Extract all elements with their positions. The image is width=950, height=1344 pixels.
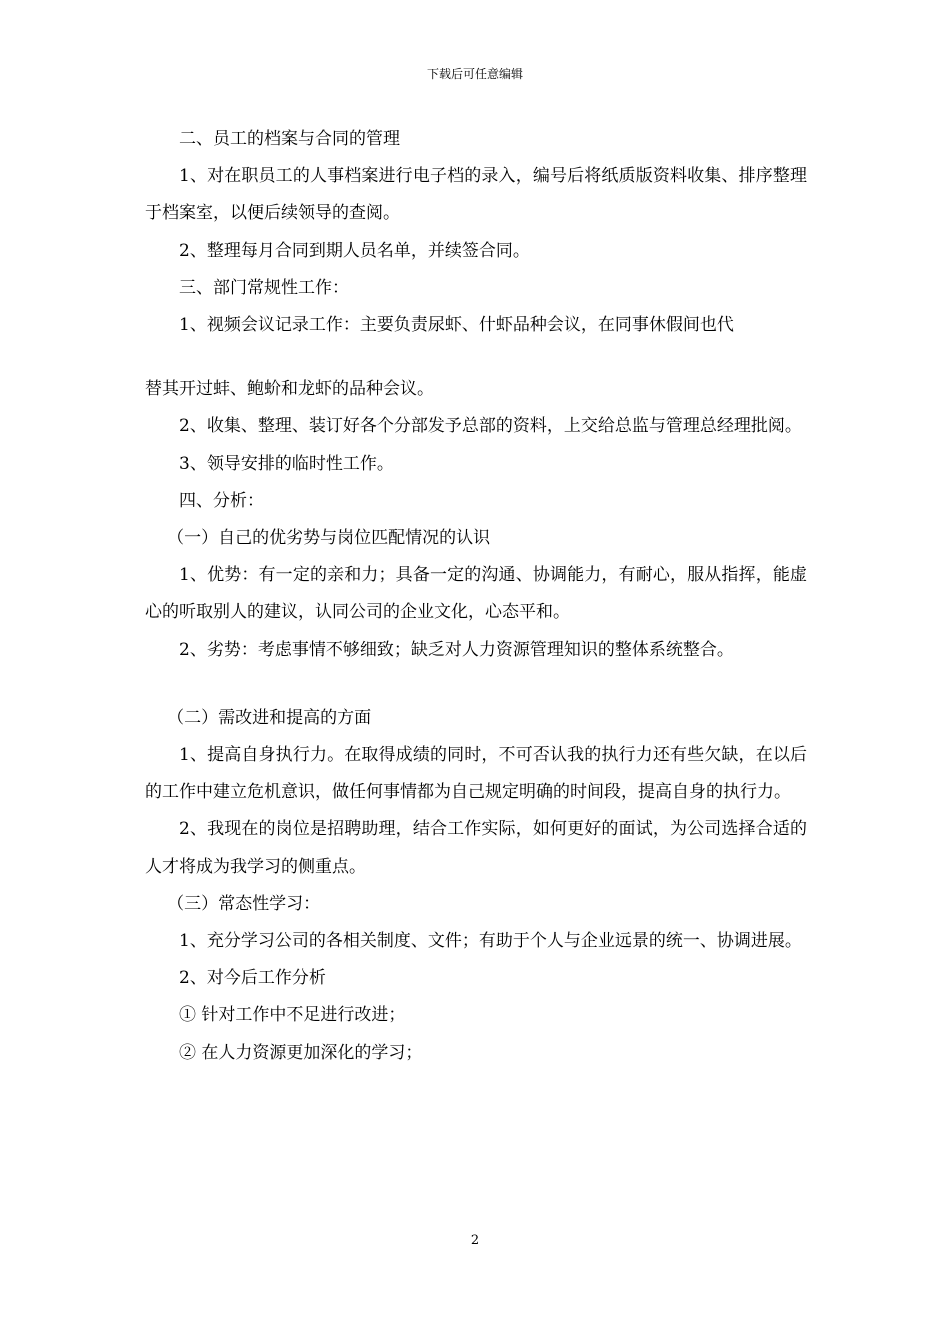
paragraph: 2、劣势：考虑事情不够细致；缺乏对人力资源管理知识的整体系统整合。 bbox=[179, 639, 734, 660]
paragraph: 1、对在职员工的人事档案进行电子档的录入，编号后将纸质版资料收集、排序整理于档案室，以便后续领导的查阅。 bbox=[145, 166, 807, 224]
list-item: ① 针对工作中不足进行改进； bbox=[179, 1005, 406, 1026]
list-item: ② 在人力资源更加深化的学习； bbox=[179, 1042, 423, 1063]
paragraph: 1、提高自身执行力。在取得成绩的同时，不可否认我的执行力还有些欠缺，在以后的工作中建立危机意识，做任何事情都为自己规定明确的时间段，提高自身的执行力。 bbox=[145, 745, 807, 803]
subsection-heading-2: （二）需改进和提高的方面 bbox=[167, 707, 372, 728]
page-header: 下载后可任意编辑 bbox=[426, 67, 523, 81]
section-heading-3: 三、部门常规性工作： bbox=[179, 277, 349, 298]
section-heading-4: 四、分析： bbox=[179, 490, 264, 511]
paragraph: 2、我现在的岗位是招聘助理，结合工作实际，如何更好的面试，为公司选择合适的人才将成为我学习的侧重点。 bbox=[145, 819, 807, 877]
paragraph: 2、收集、整理、装订好各个分部发予总部的资料，上交给总监与管理总经理批阅。 bbox=[179, 416, 802, 437]
paragraph: 1、视频会议记录工作：主要负责尿虾、什虾品种会议，在同事休假间也代 bbox=[179, 315, 734, 336]
section-heading-2: 二、员工的档案与合同的管理 bbox=[179, 129, 400, 149]
paragraph: 1、充分学习公司的各相关制度、文件；有助于个人与企业远景的统一、协调进展。 bbox=[179, 931, 802, 952]
subsection-heading-1: （一）自己的优劣势与岗位匹配情况的认识 bbox=[167, 528, 491, 549]
spacer bbox=[145, 669, 807, 700]
paragraph-continuation: 替其开过蚌、鲍蚧和龙虾的品种会议。 bbox=[145, 379, 434, 400]
page-number: 2 bbox=[470, 1233, 480, 1248]
subsection-heading-3: （三）常态性学习： bbox=[167, 893, 321, 914]
spacer bbox=[145, 344, 807, 371]
document-body bbox=[145, 121, 807, 1072]
paragraph: 2、整理每月合同到期人员名单，并续签合同。 bbox=[179, 240, 530, 261]
paragraph: 3、领导安排的临时性工作。 bbox=[179, 453, 394, 474]
paragraph: 2、对今后工作分析 bbox=[179, 968, 326, 989]
paragraph: 1、优势：有一定的亲和力；具备一定的沟通、协调能力，有耐心，服从指挥，能虚心的听取别人的建议，认同公司的企业文化，心态平和。 bbox=[145, 565, 807, 623]
